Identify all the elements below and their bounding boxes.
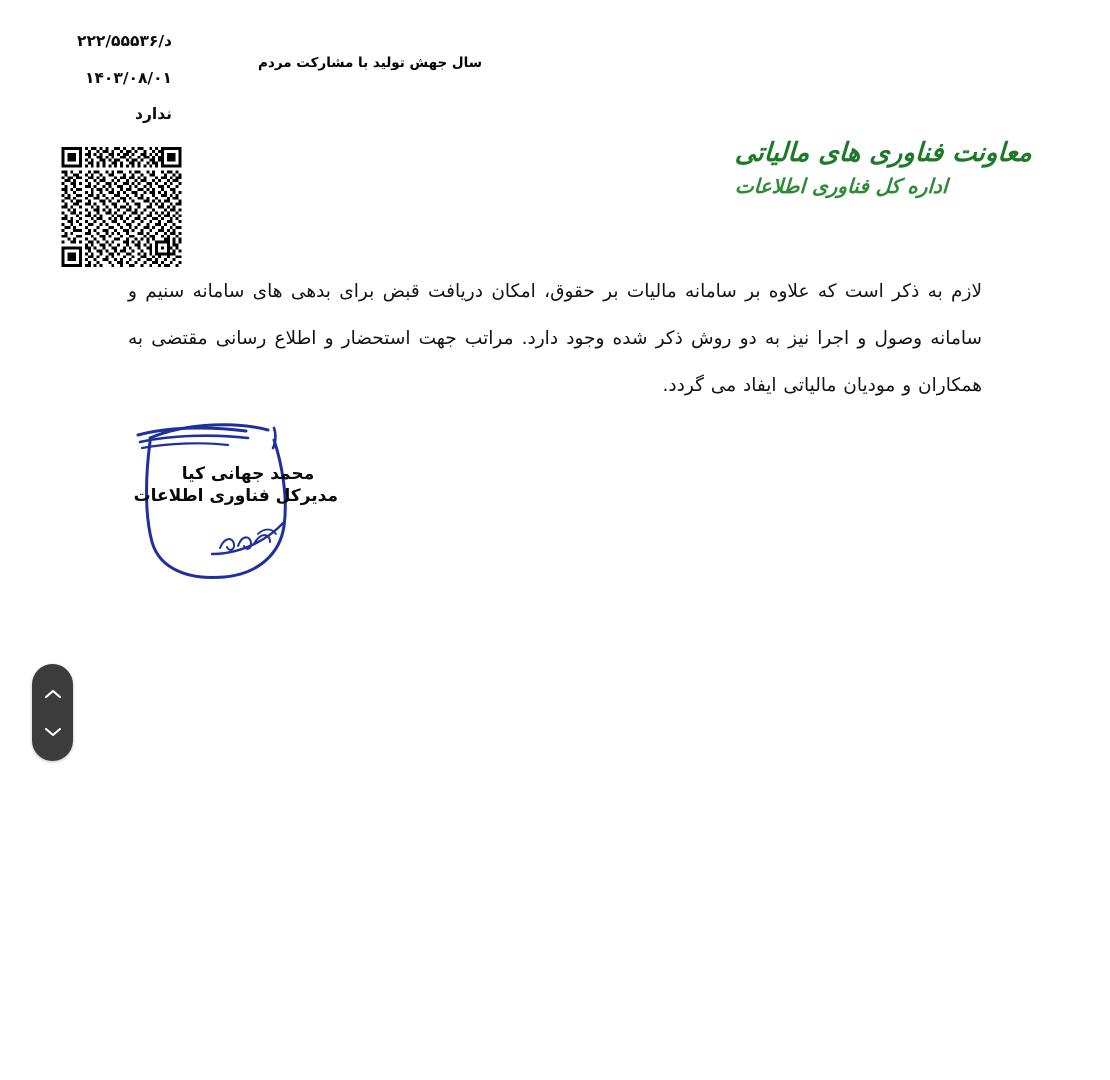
logo-line-department: اداره کل فناوری اطلاعات [734, 173, 949, 198]
next-page-button[interactable] [39, 719, 67, 745]
previous-page-button[interactable] [39, 681, 67, 707]
qr-code [53, 147, 190, 267]
signature-block [133, 463, 338, 508]
reference-number: د/۲۲۲/۵۵۵۳۶ [77, 32, 172, 50]
letter-body: لازم به ذکر است که علاوه بر سامانه مالیات بر حقوق، امکان دریافت قبض برای بدهی های سامانه سنیم و سامانه وصول و اجرا نیز به دو روش ذکر شده وجود دارد. مراتب جهت استحضار و اطلاع رسانی مقتضی به همکاران و مودیان مالیاتی ایفاد می گردد. [128, 281, 982, 396]
document-date: ۱۴۰۳/۰۸/۰۱ [84, 68, 172, 87]
logo-line-deputy: معاونت فناوری های مالیاتی [734, 138, 1033, 168]
attachment-status: ندارد [135, 105, 172, 123]
signatory-name: محمد جهانی کیا [181, 464, 315, 484]
year-slogan: سال جهش تولید با مشارکت مردم [258, 55, 482, 71]
chevron-up-icon [44, 688, 62, 700]
chevron-down-icon [44, 726, 62, 738]
page-navigation-control[interactable] [32, 664, 73, 761]
document-meta [22, 34, 172, 123]
organization-logo [735, 138, 1032, 199]
signatory-title: مدیرکل فناوری اطلاعات [133, 486, 338, 507]
